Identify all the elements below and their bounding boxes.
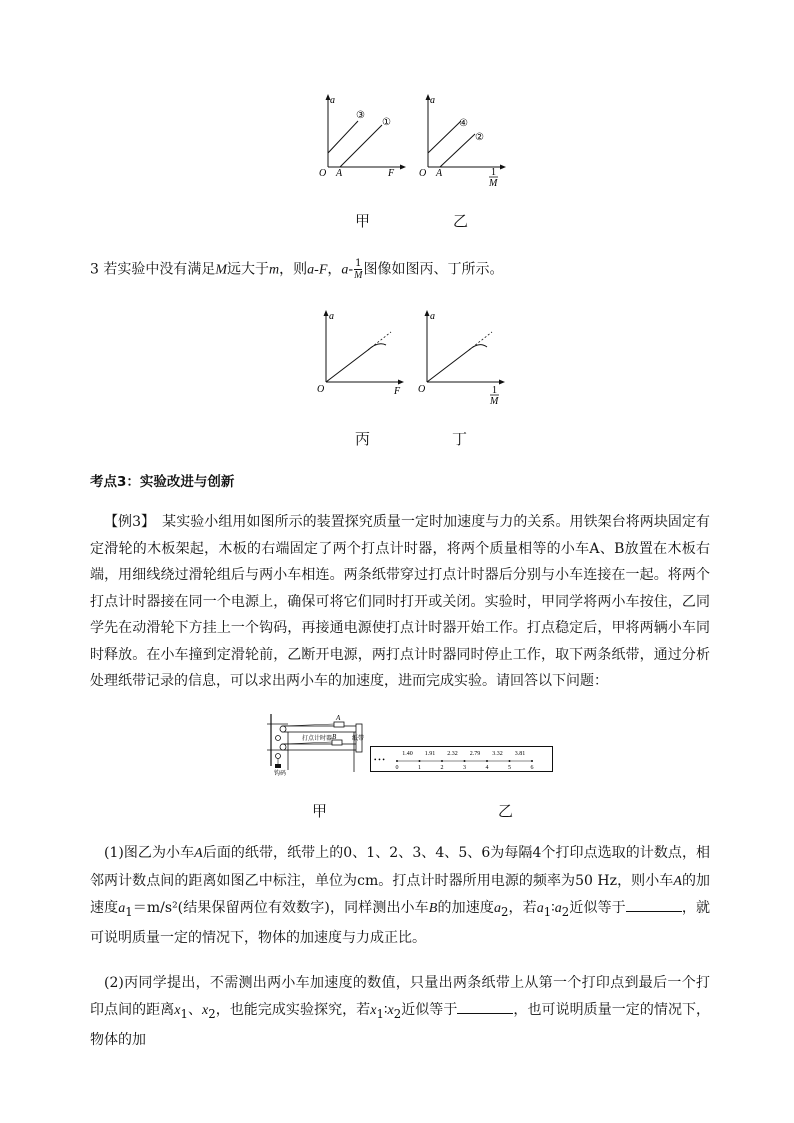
caption-apparatus-yi: 乙 [498,802,514,820]
tape-count-point [486,760,488,762]
graph-jia [318,92,408,187]
tape-segment-label: 3.32 [492,751,503,757]
caption-ding: 丁 [452,430,468,448]
tape-point-label: 3 [463,765,466,771]
line-label-4: ④ [459,118,468,129]
line-label-3: ③ [356,110,365,121]
timer-label: 打点计时器 [302,736,333,742]
car-b-label: B [332,733,337,741]
car-a-label: A [336,714,341,722]
section-title: 考点3：实验改进与创新 [90,474,235,490]
caption-bing: 丙 [355,430,371,448]
caption-apparatus-jia: 甲 [312,802,328,820]
tape-segment-label: 2.79 [469,751,481,757]
tape-point-label: 4 [485,765,489,771]
tape-segment-label: 1.40 [402,751,413,757]
origin-label: O [418,384,426,395]
tape-point-label: 6 [530,765,534,771]
axis-inv-m-num: 1 [492,385,497,396]
weight-label: 钩码 [274,771,287,776]
axis-inv-m-den: M [489,178,498,189]
fraction-1-over-m: $\frac{1}{M}$ [354,258,363,281]
axis-f-label: F [388,168,395,179]
tape-point-label: 5 [508,765,511,771]
answer-blank-1[interactable] [626,897,682,912]
axis-a-label: a [330,95,335,106]
axis-f-label: F [394,386,401,397]
apparatus-figure [258,710,368,776]
tape-count-point [464,760,466,762]
point-a-label: A [436,168,443,179]
axis-a-label: a [430,311,435,322]
line-label-2: ② [475,132,484,143]
line-label-1: ① [382,117,391,128]
tape-segment-label: 3.81 [514,751,526,757]
caption-yi: 乙 [453,212,469,230]
axis-inv-m-den: M [490,396,499,407]
tape-count-point [509,760,511,762]
origin-label: O [319,168,327,179]
origin-label: O [317,384,325,395]
tape-label: 纸带 [352,736,365,742]
point-a-label: A [336,168,343,179]
tape-count-point [396,760,398,762]
caption-jia: 甲 [355,212,371,230]
tape-count-point [531,760,533,762]
tape-point-label: 0 [395,765,399,771]
tape-point-label: 1 [418,765,421,771]
graph-bing [316,308,411,400]
origin-label: O [419,168,427,179]
item3-line: 3 若实验中没有满足M远大于m，则a-F，a- $\frac{1}{M}$ 图像如图丙、丁所示。 [90,258,504,281]
example-paragraph: 【例3】 某实验小组用如图所示的装置探究质量一定时加速度与力的关系。用铁架台将两块固定有定滑轮的木板架起，木板的右端固定了两个打点计时器，将两个质量相等的小车A、B放置在木板右端，用细线绕过滑轮组后与两小车相连。两条纸带穿过打点计时器后分别与小车连接在一起。将两个打点计时器接在同一个电源上，确保可将它们同时打开或关闭。实验时，甲同学将两小车按住，乙同学先在动滑轮下方挂上一个钩码，再接通电源使打点计时器开始工作。打点稳定后，甲将两辆小车同时释放。在小车撞到定滑轮前，乙断开电源，两打点计时器同时停止工作，取下两条纸带，通过分析处理纸带记录的信息，可以求出两小车的加速度，进而完成实验。请回答以下问题： [90,514,710,689]
tape-count-point [441,760,443,762]
paper-tape-figure [370,746,554,776]
tape-point-label: 2 [440,765,444,771]
axis-inv-m-num: 1 [491,167,496,178]
tape-segment-label: 1.91 [424,751,436,757]
question-1: (1)图乙为小车A后面的纸带，纸带上的0、1、2、3、4、5、6为每隔4个打印点选取的计数点，相邻两计数点间的距离如图乙中标注，单位为cm。打点计时器所用电源的频率为50 Hz，则小车A的加速度$a_1=m/s^2$(结果保留两位有效数字)，同样测出小车B的加速度$a_2$，若$a_1∶a_2$近似等于 ，就可说明质量一定的情况下，物体的加速度与力成正比。 [90,845,711,947]
axis-a-label: a [430,95,435,106]
question-2: (2)丙同学提出，不需测出两小车加速度的数值，只量出两条纸带上从第一个打印点到最后一个打印点间的距离$x_1$、$x_2$，也能完成实验探究，若$x_1∶x_2$近似等于 ，也可说明质量一定的情况下，物体的加 [90,975,711,1048]
graph-yi [418,92,514,192]
answer-blank-2[interactable] [457,999,513,1014]
tape-segment-label: 2.32 [447,751,458,757]
tape-dots: • • • [374,756,385,764]
axis-a-label: a [329,311,334,322]
tape-count-point [419,760,421,762]
graph-ding [417,308,513,408]
